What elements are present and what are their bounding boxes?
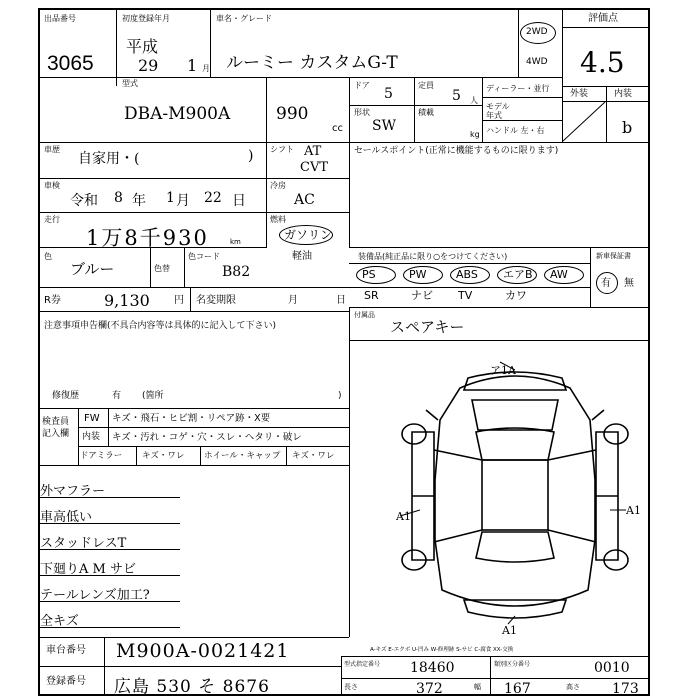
color-code-value: B82	[222, 264, 251, 280]
divider	[38, 212, 349, 213]
recycle-value: 9,130	[104, 291, 150, 310]
diagram-mark: A1	[502, 624, 517, 637]
inspector-wheel: ホイール・キャップ	[204, 451, 281, 461]
chassis-label: 車台番号	[46, 645, 86, 656]
mileage-unit: km	[230, 238, 241, 246]
divider	[490, 656, 491, 696]
divider	[349, 77, 350, 142]
usage-close: )	[248, 148, 254, 164]
width-label: 幅	[474, 683, 481, 691]
divider	[606, 86, 607, 142]
recycle-unit: 円	[174, 295, 184, 306]
equipment-item: PW	[409, 268, 427, 281]
fuel-other: 軽油	[292, 251, 312, 262]
note-underline	[40, 497, 180, 498]
inspector-fw: FW	[84, 413, 100, 424]
model-name: ルーミー カスタムG-T	[226, 53, 398, 73]
color-change-label: 色替	[154, 264, 170, 273]
handle-label: ハンドル 左・右	[486, 126, 545, 135]
divider	[78, 427, 349, 428]
inspector-wheel-text: キズ・ワレ	[292, 451, 335, 461]
divider	[349, 340, 649, 341]
divider	[590, 247, 591, 307]
capacity-value: 5	[452, 88, 461, 104]
car-diagram	[390, 360, 640, 630]
diagram-mark: A1	[626, 504, 641, 517]
displacement-value: 990	[276, 104, 309, 124]
inspection-month: 1	[166, 190, 175, 206]
exterior-label: 外装	[570, 89, 589, 99]
drive-2wd: 2WD	[526, 27, 548, 37]
divider	[349, 287, 590, 288]
divider	[210, 9, 211, 77]
divider	[116, 9, 117, 86]
divider	[482, 120, 562, 121]
class-label: 類別区分番号	[494, 661, 531, 668]
divider	[38, 311, 349, 312]
equipment-circle	[544, 266, 584, 284]
handwritten-note: スタッドレスT	[40, 536, 127, 551]
dealer-label: ディーラー・並行	[486, 84, 550, 93]
reg-label: 登録番号	[46, 676, 86, 687]
equipment-item: ナビ	[411, 289, 433, 302]
first-reg-month: 1	[187, 56, 198, 75]
handwritten-note: テールレンズ加工?	[40, 588, 150, 603]
divider	[286, 446, 287, 465]
model-label: 車名・グレード	[216, 14, 272, 23]
divider	[266, 77, 267, 142]
mileage-label: 走行	[44, 215, 60, 224]
displacement-unit: cc	[332, 123, 343, 134]
notes-label: 注意事項申告欄(不具合内容等は具体的に記入して下さい)	[44, 321, 277, 331]
accessory-value: スペアキー	[390, 318, 465, 336]
doors-label: ドア	[354, 81, 370, 90]
divider	[414, 77, 415, 142]
new-record-no: 無	[624, 278, 634, 289]
divider	[38, 287, 349, 288]
repair-parts-label: (箇所	[142, 391, 164, 401]
height-label: 高さ	[566, 683, 580, 691]
note-underline	[40, 575, 180, 576]
divider	[349, 263, 590, 264]
height-value: 173	[612, 681, 639, 697]
fuel-label: 燃料	[270, 215, 286, 224]
load-unit: kg	[470, 130, 480, 139]
fuel-value: ガソリン	[284, 228, 333, 242]
divider	[562, 27, 649, 28]
model-year-label: モデル年式	[486, 102, 510, 120]
inspection-day-unit: 日	[232, 193, 246, 209]
handwritten-note: 下廻りA M サビ	[40, 562, 136, 577]
divider	[38, 77, 562, 78]
load-label: 積載	[418, 108, 434, 117]
first-reg-year: 29	[138, 56, 159, 75]
new-record-yes: 有	[601, 278, 611, 289]
divider	[518, 9, 519, 77]
shape-label: 形状	[354, 108, 370, 117]
divider	[38, 465, 349, 466]
equipment-item: エアB	[503, 268, 533, 281]
divider	[38, 666, 341, 667]
first-reg-month-unit: 月	[202, 64, 210, 73]
divider	[38, 142, 649, 143]
shift-value1: AT	[304, 144, 322, 159]
note-underline	[40, 601, 180, 602]
name-change-month: 月	[288, 295, 298, 306]
type-value: DBA-M900A	[124, 104, 231, 124]
divider	[38, 247, 266, 248]
divider	[38, 408, 349, 409]
lot-number: 3065	[47, 52, 94, 75]
divider	[136, 446, 137, 465]
divider	[349, 307, 649, 308]
orig-value: 18460	[410, 660, 455, 676]
divider	[38, 637, 349, 638]
length-label: 長さ	[344, 683, 358, 691]
reg-value: 広島 530 そ 8676	[114, 677, 270, 697]
first-reg-label: 初度登録年月	[122, 14, 170, 23]
divider	[341, 678, 650, 679]
divider	[482, 97, 562, 98]
equipment-item: TV	[458, 289, 473, 302]
type-label: 型式	[122, 79, 138, 88]
color-code-label: 色コード	[188, 252, 220, 261]
new-record-label: 新車保証書	[596, 252, 631, 260]
handwritten-note: 外マフラー	[40, 484, 106, 499]
shift-value2: CVT	[300, 160, 329, 175]
class-value: 0010	[594, 660, 630, 676]
note-underline	[40, 523, 180, 524]
inspection-label: 車検	[44, 181, 60, 190]
divider	[349, 105, 482, 106]
divider	[184, 247, 185, 287]
divider	[349, 408, 350, 637]
inspector-label: 検査員記入欄	[42, 417, 70, 439]
length-value: 372	[416, 681, 443, 697]
inspection-year-unit: 年	[132, 193, 146, 209]
equipment-circle	[450, 266, 490, 284]
shift-label: シフト	[270, 145, 294, 154]
usage-label: 車歴	[44, 145, 60, 154]
interior-label: 内装	[614, 89, 633, 99]
inspector-interior-text: キズ・汚れ・コゲ・穴・スレ・ヘタリ・破レ	[112, 432, 302, 443]
equipment-item: ABS	[456, 268, 478, 281]
name-change-label: 名変期限	[196, 295, 236, 306]
aircon-value: AC	[294, 192, 315, 208]
diagram-mark: ア1A	[490, 364, 516, 377]
handwritten-note: 車高低い	[40, 510, 93, 525]
equipment-circle	[356, 266, 396, 284]
inspection-day: 22	[204, 190, 222, 206]
name-change-day: 日	[336, 295, 346, 306]
aircon-label: 冷房	[270, 181, 286, 190]
inspection-year: 8	[114, 190, 123, 206]
divider	[349, 247, 649, 248]
equipment-item: PS	[362, 268, 376, 281]
color-label: 色	[44, 252, 52, 261]
width-value: 167	[504, 681, 531, 697]
divider	[150, 247, 151, 287]
score-label: 評価点	[588, 13, 618, 24]
repair-close: )	[338, 391, 342, 401]
divider	[266, 178, 267, 248]
equipment-label: 装備品(純正品に限り○をつけてください)	[358, 252, 508, 261]
drive-4wd: 4WD	[526, 57, 548, 67]
divider	[349, 142, 350, 247]
divider	[349, 307, 350, 408]
chassis-value: M900A-0021421	[116, 640, 290, 662]
color-value: ブルー	[70, 260, 115, 278]
diagram-mark: A1	[396, 510, 411, 523]
shape-value: SW	[372, 118, 396, 134]
inspection-month-unit: 月	[176, 193, 190, 209]
divider	[200, 446, 201, 465]
capacity-label: 定員	[418, 81, 434, 90]
repair-label: 修復歴	[52, 391, 80, 401]
accessory-label: 付属品	[354, 311, 375, 319]
equipment-item: SR	[364, 289, 379, 302]
equipment-item: カワ	[505, 289, 527, 302]
inspection-era: 令和	[70, 193, 98, 209]
equipment-circle	[497, 266, 537, 284]
divider	[38, 178, 349, 179]
orig-label: 型式指定番号	[344, 661, 381, 668]
inspector-mirror: ドアミラー	[80, 451, 123, 461]
divider	[341, 656, 650, 657]
inspector-mirror-text: キズ・ワレ	[142, 451, 185, 461]
equipment-item: AW	[550, 268, 568, 281]
interior-grade: b	[622, 118, 633, 137]
divider	[190, 287, 191, 311]
diagram-legend: A-キズ E-エクボ U-凹み W-修理跡 S-サビ C-腐食 XX-交換	[370, 647, 514, 653]
inspector-fw-text: キズ・飛石・ヒビ割・リペア跡・X要	[112, 413, 271, 424]
divider	[78, 446, 349, 447]
divider	[341, 656, 342, 696]
first-reg-era: 平成	[126, 37, 159, 56]
handwritten-note: 全キズ	[40, 614, 79, 629]
capacity-unit: 人	[470, 96, 478, 105]
repair-value: 有	[112, 391, 122, 401]
note-underline	[40, 627, 180, 628]
lot-label: 出品番号	[44, 14, 76, 23]
recycle-label: R券	[44, 295, 61, 306]
mileage-value: 1万8千930	[86, 226, 209, 250]
divider	[266, 142, 267, 178]
note-underline	[40, 549, 180, 550]
divider	[482, 77, 483, 142]
inspector-interior: 内装	[82, 432, 101, 442]
exterior-slash	[563, 102, 606, 142]
doors-value: 5	[384, 86, 393, 102]
equipment-circle	[403, 266, 443, 284]
score-value: 4.5	[580, 46, 625, 79]
sales-point-label: セールスポイント(正常に機能するものに限ります)	[354, 146, 559, 156]
usage-value: 自家用・(	[78, 151, 140, 167]
divider	[78, 408, 79, 465]
